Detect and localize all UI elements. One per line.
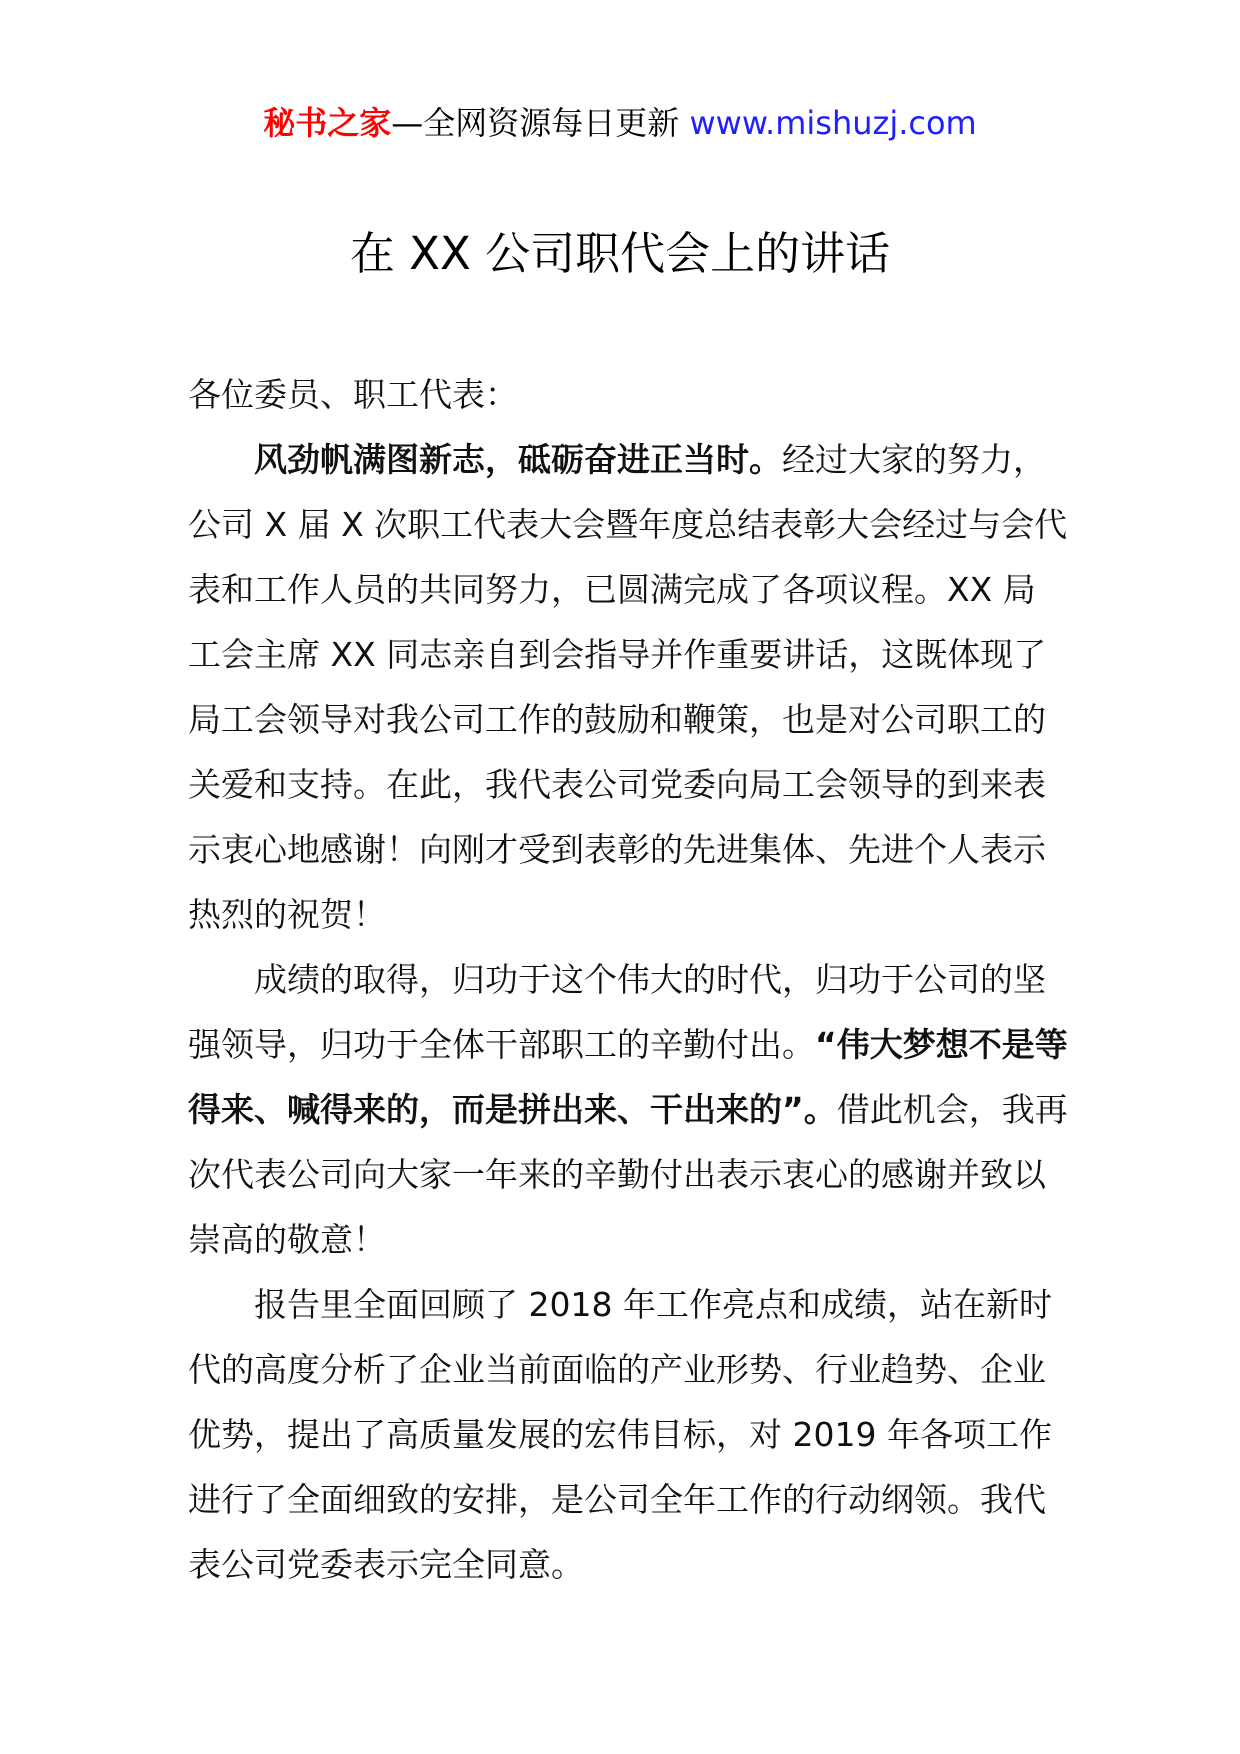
paragraph-1-text: 经过大家的努力，公司 X 届 X 次职工代表大会暨年度总结表彰大会经过与会代表和工作人员的共同努力，已圆满完成了各项议程。XX 局工会主席 XX 同志亲自到会指导并作重要讲话，这既体现了局工会领导对我公司工作的鼓励和鞭策，也是对公司职工的关爱和支持。在此，我代表公司党委向局工会领导的到来表示衷心地感谢！向刚才受到表彰的先进集体、先进个人表示热烈的祝贺！ [188,440,1068,934]
paragraph-2-text-after: 借此机会，我再次代表公司向大家一年来的辛勤付出表示衷心的感谢并致以崇高的敬意！ [188,1090,1068,1259]
paragraph-2-bold: “伟大梦想不是等得来、喊得来的，而是拼出来、干出来的”。 [188,1025,1068,1129]
paragraph-1 [188,427,1068,947]
document-body [188,362,1068,1597]
paragraph-2 [188,947,1068,1272]
paragraph-2-text-before: 成绩的取得，归功于这个伟大的时代，归功于公司的坚强领导，归功于全体干部职工的辛勤付出。 [188,960,1046,1064]
document-title: 在 XX 公司职代会上的讲话 [349,227,891,280]
paragraph-3: 报告里全面回顾了 2018 年工作亮点和成绩，站在新时代的高度分析了企业当前面临的产业形势、行业趋势、企业优势，提出了高质量发展的宏伟目标，对 2019 年各项工作进行了全面细致的安排，是公司全年工作的行动纲领。我代表公司党委表示完全同意。 [188,1285,1052,1584]
site-url-link[interactable]: www.mishuzj.com [689,104,977,142]
salutation: 各位委员、职工代表： [188,375,518,414]
paragraph-1-bold: 风劲帆满图新志，砥砺奋进正当时。 [254,440,782,479]
site-header [0,100,1240,146]
site-tagline: —全网资源每日更新 [391,104,690,142]
site-brand: 秘书之家 [263,104,392,142]
